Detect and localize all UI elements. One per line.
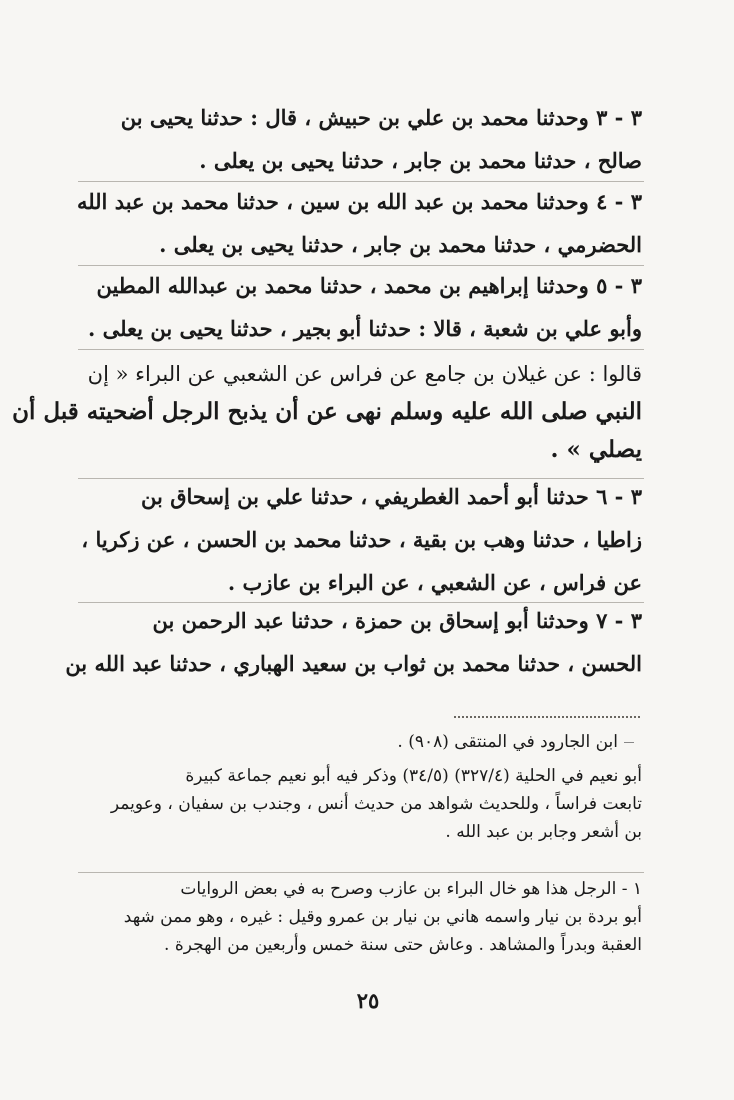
footnote-separator <box>78 872 644 873</box>
footnote-line: ابن الجارود في المنتقى (٩٠٨) . <box>397 732 618 752</box>
footnote-line: أبو نعيم في الحلية (٣٢٧/٤) (٣٤/٥) وذكر فيه أبو نعيم جماعة كبيرة <box>185 766 642 786</box>
hadith-paragraph-3-3 <box>82 96 642 182</box>
hadith-paragraph-3-6 <box>82 475 642 604</box>
text-line: قالوا : عن غيلان بن جامع عن فراس عن الشعبي عن البراء « إن <box>87 362 642 386</box>
text-line: صالح ، حدثنا محمد بن جابر ، حدثنا يحيى بن يعلى . <box>199 148 642 173</box>
text-line: النبي صلى الله عليه وسلم نهى عن أن يذبح الرجل أضحيته قبل أن <box>12 398 642 425</box>
footnote-1 <box>98 728 618 756</box>
footnote-3 <box>82 875 642 959</box>
text-line: وأبو علي بن شعبة ، قالا : حدثنا أبو بجير ، حدثنا يحيى بن يعلى . <box>87 316 642 341</box>
hadith-paragraph-3-4 <box>76 180 642 266</box>
text-line: الحسن ، حدثنا محمد بن ثواب بن سعيد الهباري ، حدثنا عبد الله بن <box>65 651 642 676</box>
text-line: ٣ - ٤ وحدثنا محمد بن عبد الله بن سين ، حدثنا محمد بن عبد الله <box>76 189 642 214</box>
footnote-2 <box>82 762 642 846</box>
text-line: الحضرمي ، حدثنا محمد بن جابر ، حدثنا يحيى بن يعلى . <box>159 232 642 257</box>
footnote-dash <box>624 742 634 743</box>
footnote-line: تابعت فراساً ، وللحديث شواهد من حديث أنس ، وجندب بن سفيان ، وعويمر <box>110 794 642 814</box>
text-line: يصلي » . <box>550 436 642 463</box>
footnote-line: ١ - الرجل هذا هو خال البراء بن عازب وصرح به في بعض الروايات <box>180 879 642 899</box>
hadith-paragraph-3-5 <box>82 264 642 350</box>
page-number: ٢٥ <box>356 988 380 1013</box>
hadith-paragraph-3-7 <box>65 599 642 685</box>
text-line: عن فراس ، عن الشعبي ، عن البراء بن عازب . <box>227 570 642 595</box>
text-line: زاطيا ، حدثنا وهب بن بقية ، حدثنا محمد بن الحسن ، عن زكريا ، <box>81 527 642 552</box>
hadith-matn <box>12 355 642 469</box>
footnote-line: بن أشعر وجابر بن عبد الله . <box>445 822 642 842</box>
text-line: ٣ - ٧ وحدثنا أبو إسحاق بن حمزة ، حدثنا عبد الرحمن بن <box>152 608 642 633</box>
footnote-divider <box>454 716 640 718</box>
text-line: ٣ - ٦ حدثنا أبو أحمد الغطريفي ، حدثنا علي بن إسحاق بن <box>141 484 642 509</box>
footnote-line: أبو بردة بن نيار واسمه هاني بن نيار بن عمرو وقيل : غيره ، وهو ممن شهد <box>123 907 642 927</box>
text-line: ٣ - ٥ وحدثنا إبراهيم بن محمد ، حدثنا محمد بن عبدالله المطين <box>96 273 642 298</box>
footnote-line: العقبة وبدراً والمشاهد . وعاش حتى سنة خمس وأربعين من الهجرة . <box>164 935 642 955</box>
text-line: ٣ - ٣ وحدثنا محمد بن علي بن حبيش ، قال : حدثنا يحيى بن <box>120 105 642 130</box>
